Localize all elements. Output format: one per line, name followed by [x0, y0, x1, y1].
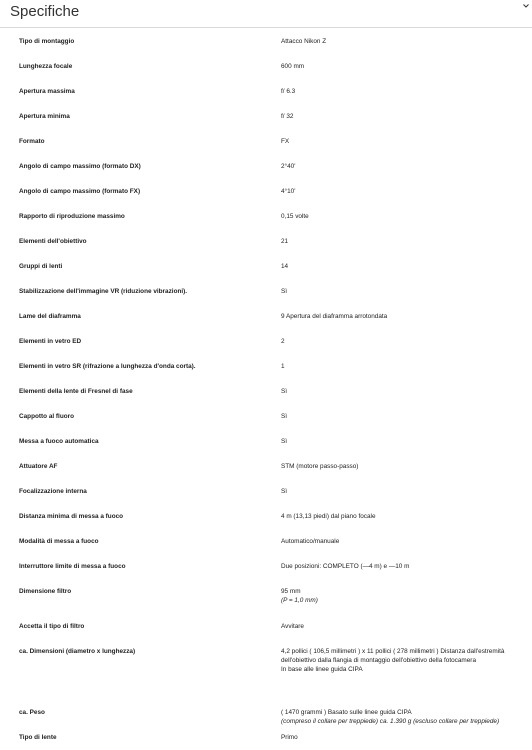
spec-value-line: Sì — [281, 388, 288, 395]
spec-value-line: Avvitare — [281, 623, 304, 630]
spec-value-line: Primo — [281, 734, 298, 741]
spec-label: Modalità di messa a fuoco — [19, 538, 99, 545]
spec-label: Stabilizzazione dell'immagine VR (riduzione vibrazioni). — [19, 288, 188, 295]
collapse-icon[interactable] — [523, 3, 529, 9]
spec-label: ca. Dimensioni (diametro x lunghezza) — [19, 648, 136, 655]
spec-value — [281, 512, 527, 521]
spec-value-line: 9 Apertura del diaframma arrotondata — [281, 313, 388, 320]
spec-value-line: Sì — [281, 288, 288, 295]
spec-value-line: 2°40' — [281, 163, 296, 170]
spec-value — [281, 337, 527, 346]
spec-label: Angolo di campo massimo (formato FX) — [19, 188, 141, 195]
spec-label: Rapporto di riproduzione massimo — [19, 213, 125, 220]
spec-value — [281, 622, 527, 631]
spec-value-line: 4°10' — [281, 188, 296, 195]
spec-label: Focalizzazione interna — [19, 488, 87, 495]
spec-value — [281, 647, 527, 674]
spec-value — [281, 237, 527, 246]
spec-value-line: 0,15 volte — [281, 213, 309, 220]
spec-value — [281, 287, 527, 296]
spec-label: Apertura minima — [19, 113, 70, 120]
spec-value — [281, 262, 527, 271]
spec-value — [281, 708, 527, 726]
spec-label: Tipo di montaggio — [19, 38, 75, 45]
spec-label: ca. Peso — [19, 709, 45, 716]
spec-value — [281, 487, 527, 496]
spec-label: Elementi in vetro SR (rifrazione a lunghezza d'onda corta). — [19, 363, 196, 370]
spec-value — [281, 212, 527, 221]
spec-label: Lunghezza focale — [19, 63, 73, 70]
spec-label: Interruttore limite di messa a fuoco — [19, 563, 126, 570]
specs-header — [0, 0, 532, 28]
spec-value-line: FX — [281, 138, 290, 145]
spec-label: Attuatore AF — [19, 463, 58, 470]
spec-value — [281, 412, 527, 421]
spec-label: Dimensione filtro — [19, 588, 72, 595]
spec-value-line: ( 1470 grammi ) Basato sulle linee guida CIPA — [281, 709, 412, 716]
spec-value — [281, 62, 527, 71]
spec-label: Formato — [19, 138, 45, 145]
spec-value — [281, 387, 527, 396]
spec-value-note: (P = 1,0 mm) — [281, 597, 318, 604]
spec-value — [281, 437, 527, 446]
spec-value-line: Attacco Nikon Z — [281, 38, 327, 45]
spec-value — [281, 537, 527, 546]
spec-value-line: f/ 32 — [281, 113, 294, 120]
spec-value-line: dell'obiettivo dalla flangia di montaggio dell'obiettivo della fotocamera — [281, 657, 476, 664]
spec-value — [281, 162, 527, 171]
spec-label: Lame del diaframma — [19, 313, 81, 320]
spec-label: Cappotto al fluoro — [19, 413, 75, 420]
spec-label: Accetta il tipo di filtro — [19, 623, 85, 630]
spec-value — [281, 362, 527, 371]
spec-value-note: (compreso il collare per treppiede) ca. 1.390 g (escluso collare per treppiede) — [281, 718, 500, 725]
spec-label: Elementi della lente di Fresnel di fase — [19, 388, 133, 395]
spec-value-line: Sì — [281, 413, 288, 420]
spec-value — [281, 312, 527, 321]
spec-value — [281, 733, 527, 742]
spec-value — [281, 187, 527, 196]
spec-value-line: In base alle linee guida CIPA — [281, 666, 363, 673]
spec-value-line: 2 — [281, 338, 285, 345]
spec-label: Gruppi di lenti — [19, 263, 63, 270]
spec-label: Angolo di campo massimo (formato DX) — [19, 163, 141, 170]
spec-value — [281, 112, 527, 121]
spec-label: Tipo di lente — [19, 734, 57, 741]
spec-value — [281, 462, 527, 471]
spec-value-line: Sì — [281, 438, 288, 445]
spec-label: Messa a fuoco automatica — [19, 438, 99, 445]
spec-label: Elementi in vetro ED — [19, 338, 82, 345]
spec-label: Distanza minima di messa a fuoco — [19, 513, 124, 520]
spec-label: Apertura massima — [19, 88, 75, 95]
spec-value-line: 600 mm — [281, 63, 305, 70]
spec-value — [281, 587, 527, 605]
spec-value-line: Due posizioni: COMPLETO (—4 m) e —10 m — [281, 563, 410, 570]
spec-value — [281, 562, 527, 571]
spec-value-line: 4 m (13,13 piedi) dal piano focale — [281, 513, 376, 520]
spec-value-line: 1 — [281, 363, 285, 370]
spec-value — [281, 37, 527, 46]
spec-value — [281, 87, 527, 96]
spec-value — [281, 137, 527, 146]
spec-value-line: Automatico/manuale — [281, 538, 340, 545]
spec-value-line: 4,2 pollici ( 106,5 millimetri ) x 11 pollici ( 278 millimetri ) Distanza dall'estremità — [281, 648, 505, 655]
spec-label: Elementi dell'obiettivo — [19, 238, 87, 245]
spec-value-line: Sì — [281, 488, 288, 495]
spec-value-line: 14 — [281, 263, 289, 270]
spec-value-line: 21 — [281, 238, 289, 245]
spec-value-line: STM (motore passo-passo) — [281, 463, 359, 470]
spec-value-line: 95 mm — [281, 588, 301, 595]
page-title: Specifiche — [10, 3, 80, 20]
spec-value-line: f/ 6.3 — [281, 88, 296, 95]
